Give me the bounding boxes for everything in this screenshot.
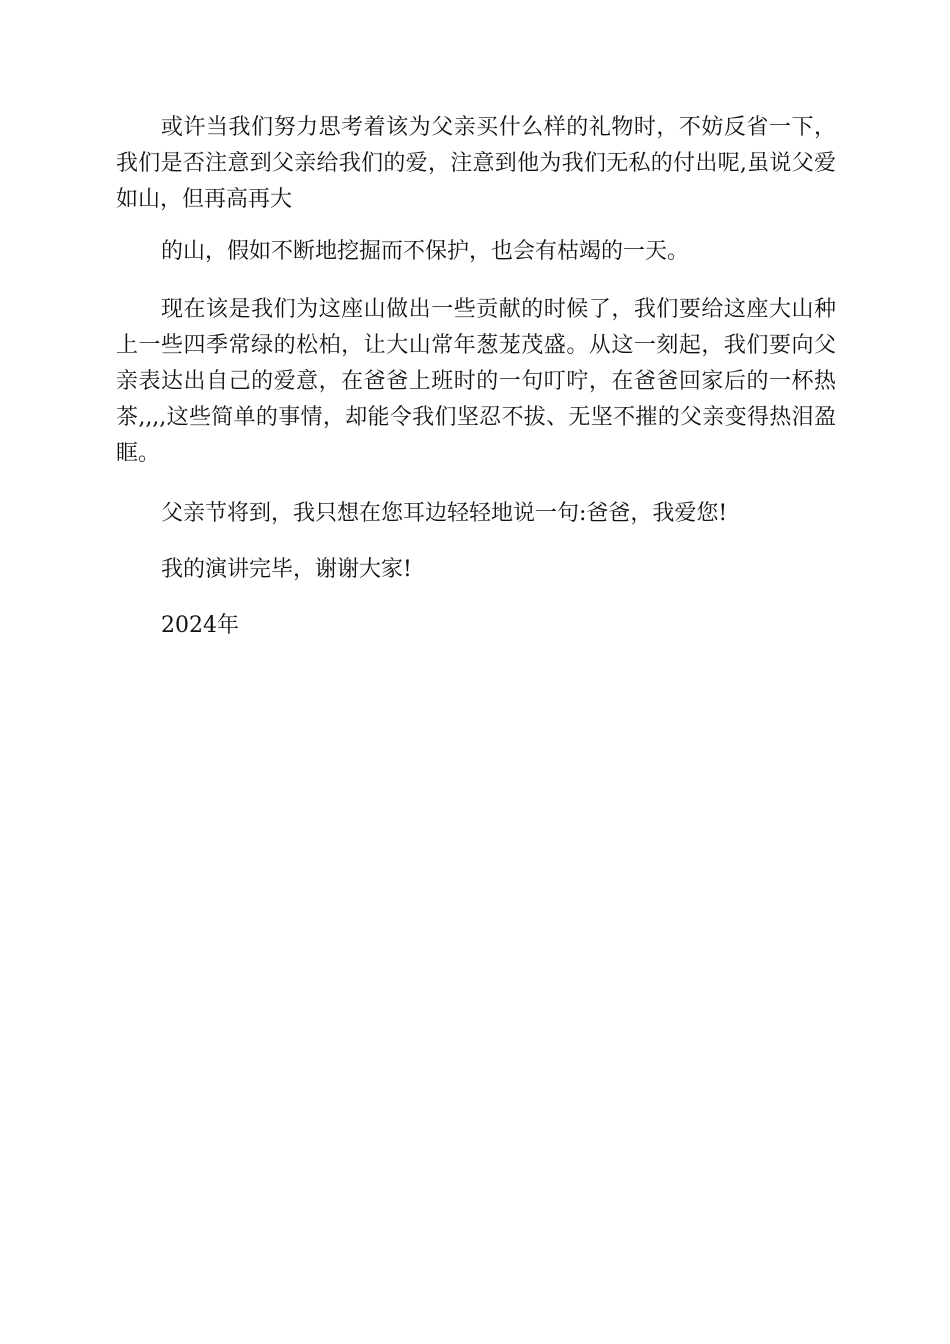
paragraph-4: 父亲节将到，我只想在您耳边轻轻地说一句:爸爸，我爱您! (161, 501, 728, 526)
paragraph-2: 的山，假如不断地挖掘而不保护，也会有枯竭的一天。 (161, 239, 690, 264)
paragraph-5: 我的演讲完毕，谢谢大家! (161, 557, 412, 582)
document-body (116, 110, 836, 644)
paragraph-1: 或许当我们努力思考着该为父亲买什么样的礼物时，不妨反省一下，我们是否注意到父亲给我们的爱，注意到他为我们无私的付出呢,虽说父爱如山，但再高再大 (116, 115, 836, 212)
paragraph-3: 现在该是我们为这座山做出一些贡献的时候了，我们要给这座大山种上一些四季常绿的松柏，让大山常年葱茏茂盛。从这一刻起，我们要向父亲表达出自己的爱意，在爸爸上班时的一句叮咛，在爸爸回家后的一杯热茶,,,,这些简单的事情，却能令我们坚忍不拔、无坚不摧的父亲变得热泪盈眶。 (116, 297, 836, 466)
paragraph-date: 2024年 (161, 613, 239, 638)
